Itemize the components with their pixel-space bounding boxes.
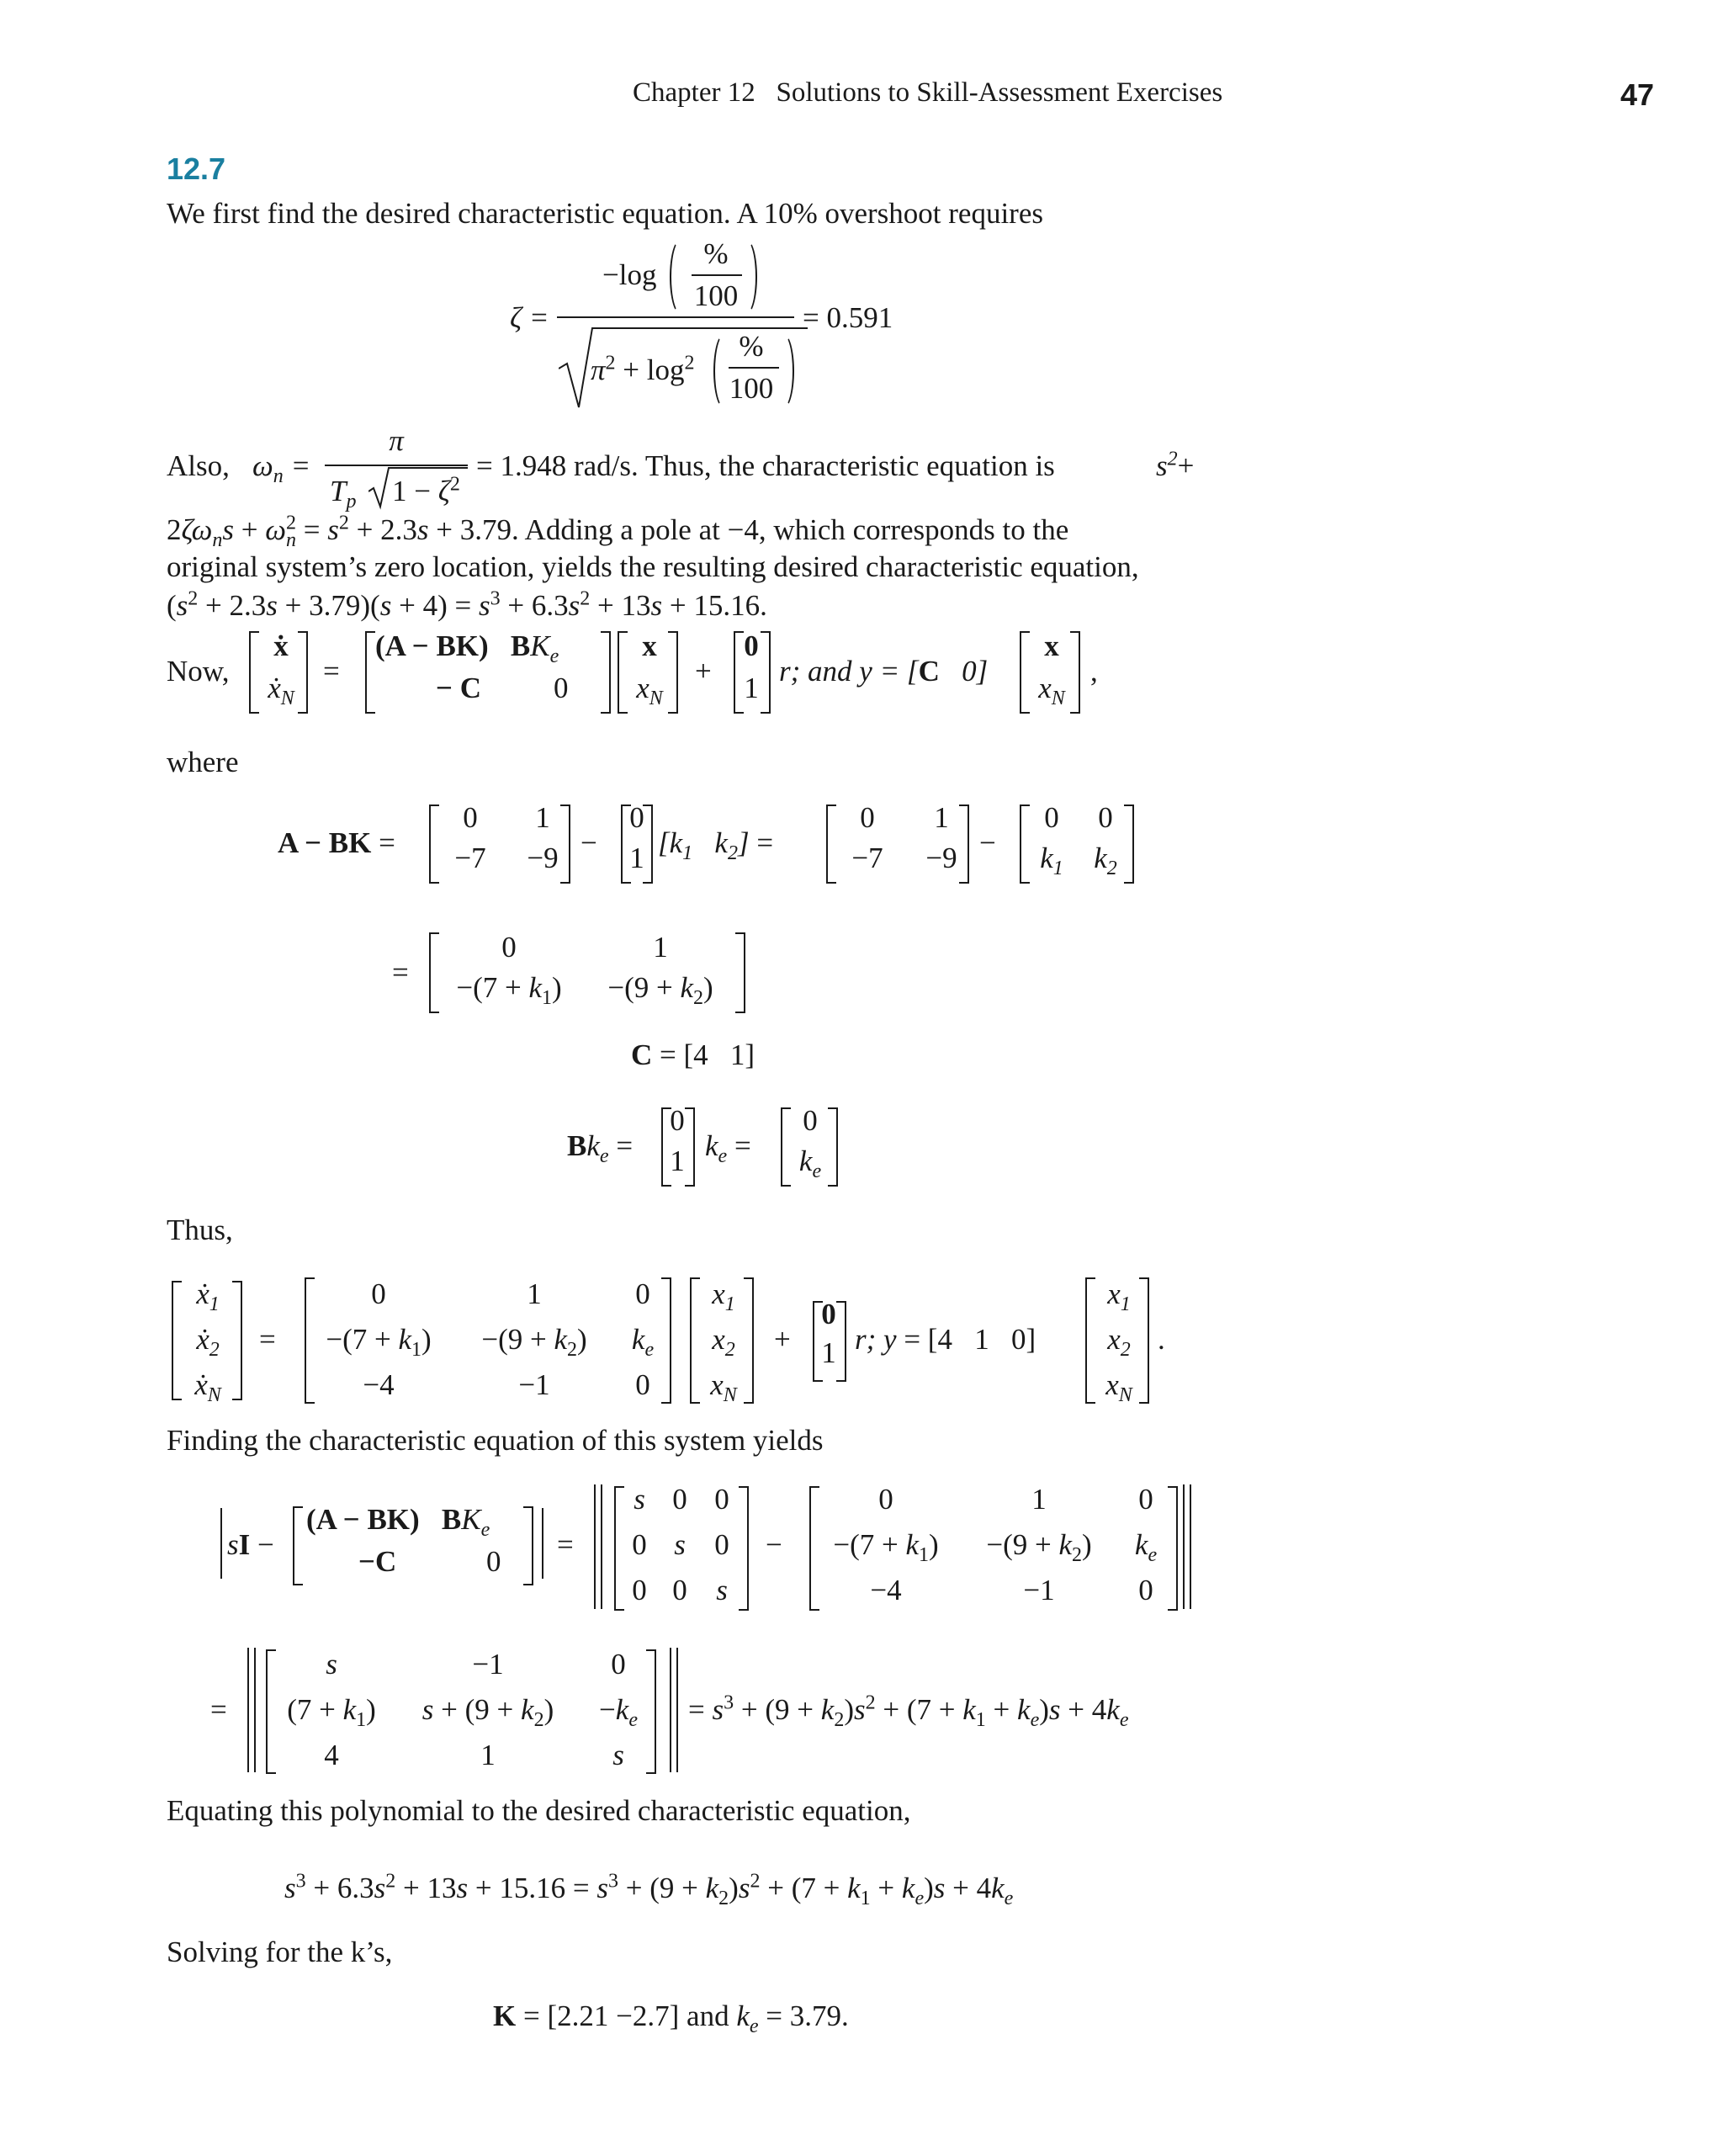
equated-polynomial: $s^3 + 6.3s^2 + 13s + 15.16 = s^3 + (9 + k_2)s^2 + (7 + k_1 + k_e)s + 4k_e$ bbox=[284, 1870, 1014, 1909]
bracket-right bbox=[601, 631, 611, 714]
zeta-fraction-bar bbox=[557, 316, 794, 318]
bracket-left bbox=[365, 631, 375, 714]
solving-label: Solving for the k’s, bbox=[167, 1936, 393, 1968]
wn-den-tp: $T_p$ bbox=[330, 475, 357, 512]
chapter-label: Chapter 12 bbox=[633, 77, 755, 108]
chapter-title: Solutions to Skill-Assessment Exercises bbox=[776, 77, 1223, 108]
paren-right bbox=[772, 333, 794, 409]
equating-label: Equating this polynomial to the desired characteristic equation, bbox=[167, 1794, 911, 1827]
bracket-right bbox=[1070, 631, 1080, 714]
final-ke-value: = 3.79. bbox=[766, 1999, 849, 2032]
pct-top: % bbox=[703, 237, 729, 270]
paragraph-line3: original system’s zero location, yields the resulting desired characteristic equation, bbox=[167, 550, 1139, 583]
final-and: and bbox=[687, 1999, 729, 2032]
wn-result: = 1.948 rad/s. Thus, the characteristic equation is bbox=[476, 449, 1055, 482]
thus-label: Thus, bbox=[167, 1213, 233, 1246]
section-number: 12.7 bbox=[167, 151, 226, 186]
also-label: Also, bbox=[167, 449, 230, 482]
final-result: K = [2.21 −2.7] and $k_e = 3.79$. bbox=[493, 1999, 849, 2037]
zeta-symbol: ζ = bbox=[510, 301, 549, 334]
wn-num: π bbox=[389, 424, 404, 457]
pct-bar bbox=[729, 367, 779, 369]
bracket-right bbox=[761, 631, 771, 714]
wn-den-rad: $1 - \zeta^2$ bbox=[392, 473, 460, 507]
finding-label: Finding the characteristic equation of this system yields bbox=[167, 1424, 824, 1457]
wn-symbol: $\omega_n$ = bbox=[252, 449, 311, 487]
desired-char-eq: $(s^2 + 2.3s + 3.79)(s + 4) = s^3 + 6.3s^2 + 13s + 15.16$. bbox=[167, 587, 767, 622]
where-label: where bbox=[167, 746, 239, 778]
s2-plus: $s^2+$ bbox=[1156, 448, 1195, 482]
line2-tail: Adding a pole at −4, which corresponds to the bbox=[524, 513, 1069, 546]
and-label: r; and bbox=[779, 655, 852, 688]
now-label: Now, bbox=[167, 655, 230, 688]
zeta-result: = 0.591 bbox=[803, 301, 893, 334]
page-number: 47 bbox=[1620, 77, 1655, 112]
hundred: 100 bbox=[729, 372, 774, 405]
final-k-vector: [2.21 −2.7] bbox=[547, 1999, 680, 2032]
pct-top: % bbox=[739, 330, 764, 363]
bracket-right bbox=[298, 631, 308, 714]
paren-right bbox=[735, 239, 757, 315]
zeta-num-log: −log bbox=[602, 258, 657, 291]
hundred: 100 bbox=[693, 279, 739, 312]
intro-paragraph: We first find the desired characteristic equation. A 10% overshoot requires bbox=[167, 197, 1043, 230]
pct-bar bbox=[692, 274, 742, 276]
bracket-right bbox=[668, 631, 678, 714]
zeta-den-text: $\pi^2 + \log^2$ bbox=[591, 352, 695, 386]
running-header bbox=[633, 77, 1222, 109]
char-eq-line: $2\zeta\omega_ns + \omega^2_n = s^2 + 2.3s + 3.79$. Adding a pole at −4, which corresponds to the bbox=[167, 512, 1069, 551]
c-matrix: C = [4 1] bbox=[631, 1038, 755, 1071]
